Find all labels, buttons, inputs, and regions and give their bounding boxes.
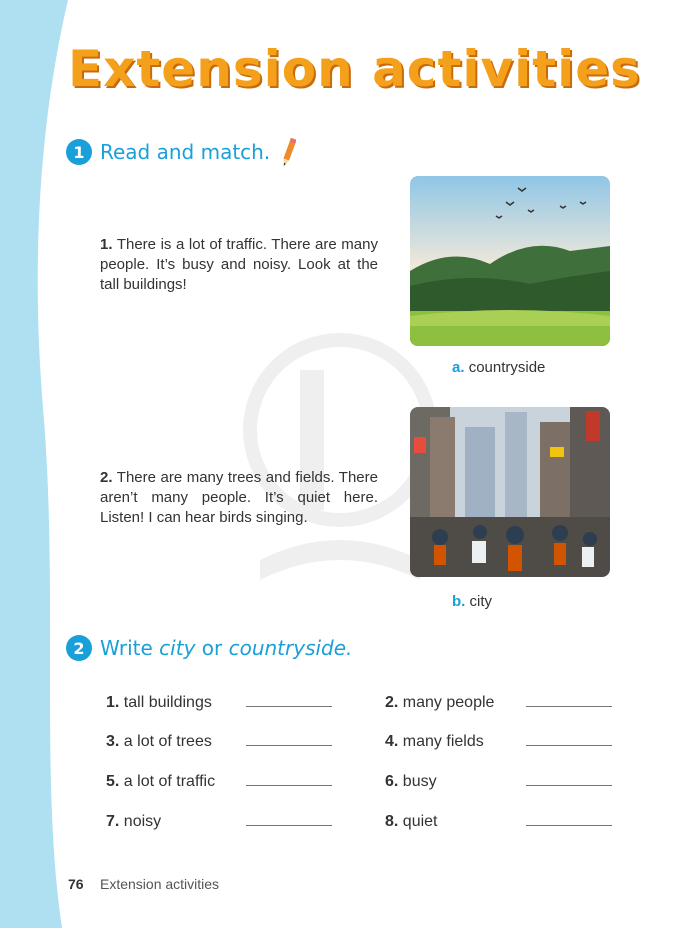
section-2-prefix: Write (100, 636, 160, 660)
description-1-number: 1. (100, 236, 113, 253)
description-2-number: 2. (100, 469, 113, 486)
section-2-instruction (100, 636, 352, 660)
item-8-number: 8. (385, 813, 399, 830)
item-7 (106, 813, 161, 831)
answer-blank-5[interactable] (246, 785, 332, 786)
description-2 (100, 468, 378, 528)
item-2 (385, 694, 494, 712)
item-3 (106, 733, 212, 751)
answer-blank-6[interactable] (526, 785, 612, 786)
item-1-number: 1. (106, 694, 120, 711)
description-1-text: There is a lot of traffic. There are many people. It’s busy and noisy. Look at the tall buildings! (100, 236, 378, 293)
section-2-word-countryside: countryside. (228, 636, 353, 660)
countryside-photo (410, 176, 610, 346)
item-1-text: tall buildings (123, 694, 212, 711)
section-2-word-city: city (159, 636, 196, 660)
option-b-label: city (469, 593, 493, 610)
item-4-text: many fields (402, 733, 484, 750)
item-6 (385, 773, 437, 791)
item-8 (385, 813, 438, 831)
item-4-number: 4. (385, 733, 399, 750)
item-2-number: 2. (385, 694, 399, 711)
section-2-mid: or (195, 636, 229, 660)
item-8-text: quiet (402, 813, 438, 830)
item-1 (106, 694, 212, 712)
section-1-heading (66, 136, 296, 168)
item-7-number: 7. (106, 813, 120, 830)
answer-blank-8[interactable] (526, 825, 612, 826)
option-b-letter: b. (452, 593, 466, 610)
description-1 (100, 235, 378, 295)
item-3-text: a lot of trees (123, 733, 212, 750)
page-title: Extension activities (68, 40, 641, 98)
section-2-heading (66, 635, 352, 661)
section-2-number: 2 (66, 635, 92, 661)
item-5-text: a lot of traffic (123, 773, 216, 790)
item-6-number: 6. (385, 773, 399, 790)
item-7-text: noisy (123, 813, 162, 830)
answer-blank-1[interactable] (246, 706, 332, 707)
option-a-label: countryside (468, 359, 546, 376)
description-2-text: There are many trees and fields. There aren’t many people. It’s quiet here. Listen! I can hear birds singing. (100, 469, 378, 526)
item-5-number: 5. (106, 773, 120, 790)
item-6-text: busy (402, 773, 437, 790)
pencil-icon (282, 136, 296, 168)
answer-blank-2[interactable] (526, 706, 612, 707)
option-a-letter: a. (452, 359, 465, 376)
option-a-caption (452, 359, 545, 376)
answer-blank-4[interactable] (526, 745, 612, 746)
item-4 (385, 733, 484, 751)
footer-label: Extension activities (100, 876, 220, 892)
page-number: 76 (68, 876, 84, 892)
answer-blank-7[interactable] (246, 825, 332, 826)
item-3-number: 3. (106, 733, 120, 750)
item-5 (106, 773, 215, 791)
city-photo (410, 407, 610, 577)
option-b-caption (452, 593, 492, 610)
section-1-number: 1 (66, 139, 92, 165)
section-1-instruction: Read and match. (100, 140, 271, 164)
answer-blank-3[interactable] (246, 745, 332, 746)
item-2-text: many people (402, 694, 495, 711)
